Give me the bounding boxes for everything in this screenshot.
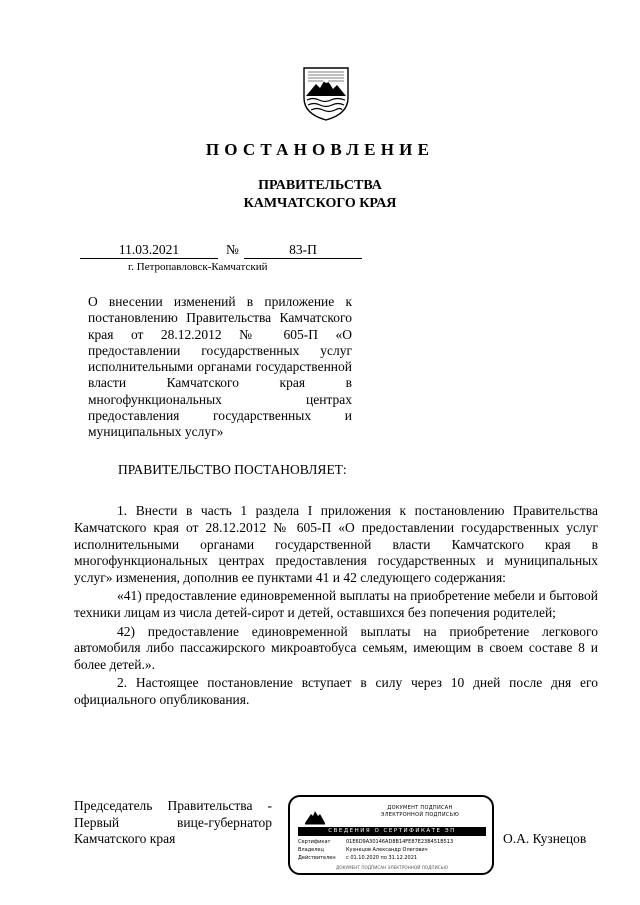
stamp-validity-row [298,855,486,862]
document-body [74,503,598,711]
document-number: 83-П [244,241,362,259]
resolution-heading: ПРАВИТЕЛЬСТВО ПОСТАНОВЛЯЕТ: [118,462,347,477]
signer-name: О.А. Кузнецов [503,831,587,846]
stamp-valid-label: Действителен [298,855,336,861]
stamp-owner-value: Кузнецов Александр Олегович [346,847,428,853]
document-date: 11.03.2021 [80,241,218,259]
signer-position-line-3: Камчатского края [74,831,176,847]
stamp-certificate-label: Сертификат [298,839,331,845]
kamchatka-emblem-icon [300,62,352,122]
body-paragraph-1: 1. Внести в часть 1 раздела I приложения к постановлению Правительства Камчатского края от 28.12.2012 № 605-П «О предоставлении государственных услуг исполнительными органами государственной власти Камчатского края в многофункциональных центрах предоставления государственных и муниципальных услуг» изменения, дополнив ее пунктами 41 и 42 следующего содержания: [74,503,598,586]
body-paragraph-3: 42) предоставление единовременной выплаты на приобретение легкового автомобиля либо пассажирского микроавтобуса семьям, имеющим в своем составе 8 и более детей.». [74,623,598,673]
signer-position [74,798,272,848]
body-paragraph-2: «41) предоставление единовременной выплаты на приобретение мебели и бытовой техники лицам из числа детей-сирот и детей, оставшихся без попечения родителей; [74,588,598,621]
body-paragraph-4: 2. Настоящее постановление вступает в силу через 10 дней после дня его официального опубликования. [74,675,598,708]
stamp-certificate-row [298,839,486,846]
signer-position-line-2: Первый вице-губернатор [74,814,272,830]
document-type-title: ПОСТАНОВЛЕНИЕ [205,140,435,159]
document-subject: О внесении изменений в приложение к постановлению Правительства Камчатского края от 28.12.2012 № 605-П «О предоставлении государственных услуг исполнительными органами государственной власти Камчатского края в многофункциональных центрах предоставления государственных и муниципальных услуг» [88,294,352,440]
stamp-title-line-1: ДОКУМЕНТ ПОДПИСАН [387,805,453,811]
issuer-line-1: ПРАВИТЕЛЬСТВА [258,178,382,193]
stamp-valid-value: с 01.10.2020 по 31.12.2021 [346,855,418,861]
stamp-owner-row [298,847,486,854]
stamp-header: СВЕДЕНИЯ О СЕРТИФИКАТЕ ЭП [298,827,486,836]
stamp-title [350,805,490,819]
stamp-footer: ДОКУМЕНТ ПОДПИСАН ЭЛЕКТРОННОЙ ПОДПИСЬЮ [335,865,449,870]
stamp-owner-label: Владелец [298,847,324,853]
stamp-certificate-value: 01E6D9A30146AD8B14FE87E23B451B513 [346,839,454,845]
stamp-emblem-icon [304,807,326,825]
stamp-title-line-2: ЭЛЕКТРОННОЙ ПОДПИСЬЮ [380,812,460,818]
issuer-line-2: КАМЧАТСКОГО КРАЯ [243,196,397,211]
electronic-signature-stamp [288,795,494,875]
number-sign: № [226,242,239,257]
issue-city: г. Петропавловск-Камчатский [128,261,268,273]
signer-position-line-1: Председатель Правительства - [74,798,272,813]
